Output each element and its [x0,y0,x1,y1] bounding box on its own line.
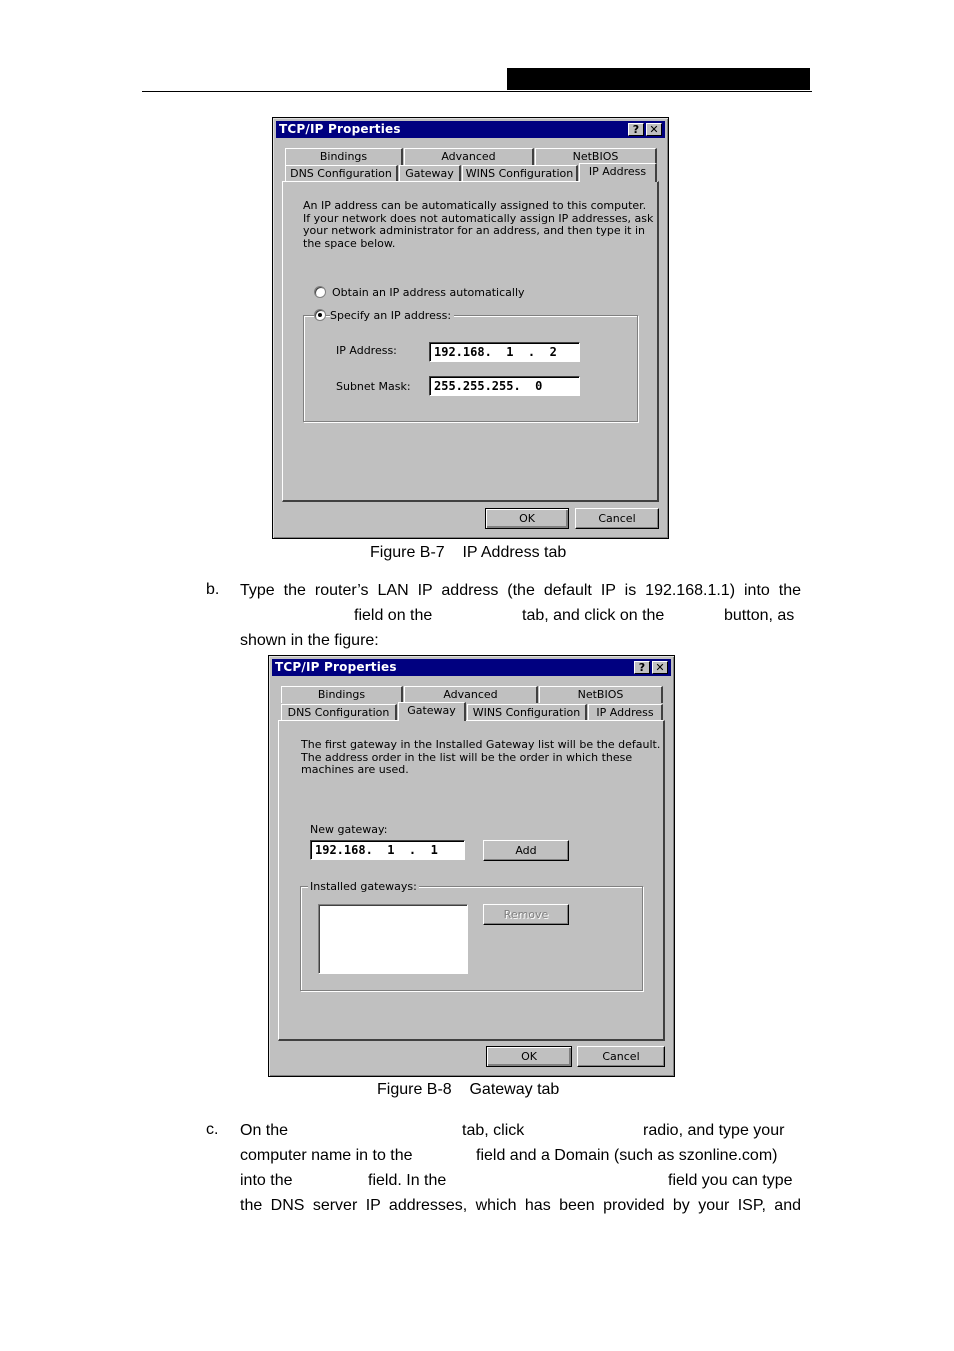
remove-button[interactable]: Remove [483,904,569,925]
text-fragment: button, as [724,607,795,624]
tab-ip-address[interactable]: IP Address [579,163,657,182]
header-rule [142,91,812,92]
step-marker: c. [206,1121,219,1138]
help-icon[interactable]: ? [634,661,650,674]
radio-obtain-label: Obtain an IP address automatically [332,286,525,299]
radio-specify-label: Specify an IP address: [330,309,454,322]
tcpip-dialog-ip-address [272,117,669,539]
radio-specify-ip[interactable] [314,309,326,321]
add-button[interactable]: Add [483,840,569,861]
radio-obtain-automatically[interactable] [314,286,326,298]
tab-advanced[interactable]: Advanced [404,686,538,703]
tab-gateway[interactable]: Gateway [399,165,461,182]
text-fragment: radio, and type your [643,1122,785,1139]
tab-dns-configuration[interactable]: DNS Configuration [281,704,397,721]
close-icon[interactable]: ✕ [652,661,668,674]
subnet-mask-field[interactable]: 255.255.255. 0 [429,376,580,396]
tab-wins-configuration[interactable]: WINS Configuration [467,704,587,721]
tab-bindings[interactable]: Bindings [285,148,403,165]
new-gateway-label: New gateway: [310,823,388,836]
help-icon[interactable]: ? [628,123,644,136]
figure-caption-b8: Figure B-8 Gateway tab [377,1081,560,1098]
header-bar [507,68,810,90]
text-fragment: tab, click [462,1122,525,1139]
tcpip-dialog-gateway [268,655,675,1077]
tab-ip-address[interactable]: IP Address [588,704,663,721]
new-gateway-field[interactable]: 192.168. 1 . 1 [310,840,465,860]
tab-netbios[interactable]: NetBIOS [535,148,657,165]
text-fragment: field. In the [368,1172,447,1189]
close-icon[interactable]: ✕ [646,123,662,136]
ok-button[interactable]: OK [486,1046,572,1067]
installed-gateways-label: Installed gateways: [310,880,417,893]
text-fragment: field and a Domain (such as szonline.com) [476,1147,778,1164]
tab-advanced[interactable]: Advanced [404,148,534,165]
text-fragment: On the [240,1122,289,1139]
text-line: the DNS server IP addresses, which has been provided by your ISP, and [240,1197,801,1214]
figure-caption-b7: Figure B-7 IP Address tab [370,544,567,561]
tab-dns-configuration[interactable]: DNS Configuration [285,165,398,182]
text-fragment: field on the [354,607,433,624]
text-line: Type the router’s LAN IP address (the default IP is 192.168.1.1) into the [240,582,801,599]
title-bar [276,121,665,138]
description-text: The first gateway in the Installed Gateway list will be the default. The address order in the list will be the order in which these machines are used. [301,738,661,776]
title-bar [272,659,671,676]
dialog-title: TCP/IP Properties [279,122,401,136]
description-text: An IP address can be automatically assigned to this computer. If your network does not automatically assign IP addresses, ask your network administrator for an address, and then type it in the space below. [303,199,654,250]
tab-wins-configuration[interactable]: WINS Configuration [462,165,578,182]
step-marker: b. [206,581,220,598]
tab-netbios[interactable]: NetBIOS [539,686,663,703]
ip-address-field[interactable]: 192.168. 1 . 2 [429,342,580,362]
text-fragment: computer name in to the [240,1147,413,1164]
tab-panel [282,181,659,502]
text-line: shown in the figure: [240,632,379,649]
dialog-title: TCP/IP Properties [275,660,397,674]
text-fragment: into the [240,1172,293,1189]
tab-gateway[interactable]: Gateway [398,702,466,721]
tab-panel [278,720,665,1041]
specify-ip-group [303,315,638,422]
cancel-button[interactable]: Cancel [575,508,659,529]
installed-gateways-list[interactable] [318,904,468,974]
text-fragment: tab, and click on the [522,607,665,624]
tab-bindings[interactable]: Bindings [281,686,403,703]
ip-address-label: IP Address: [336,344,397,357]
subnet-mask-label: Subnet Mask: [336,380,411,393]
cancel-button[interactable]: Cancel [577,1046,665,1067]
text-fragment: field you can type [668,1172,793,1189]
ok-button[interactable]: OK [485,508,569,529]
